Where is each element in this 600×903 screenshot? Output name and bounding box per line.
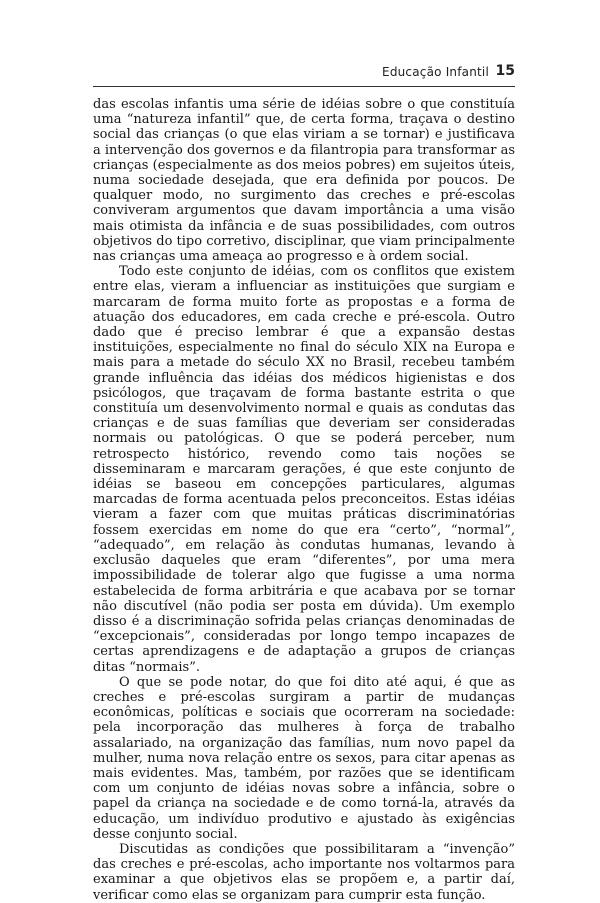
paragraph: O que se pode notar, do que foi dito até aqui, é que as creches e pré-escolas surgiram a partir de mudanças econômicas, políticas e sociais que ocorreram na sociedade: pela incorporação das mulheres à força de trabalho assalariado, na organização das famílias, num novo papel da mulher, numa nova relação entre os sexos, para citar apenas as mais evidentes. Mas, também, por razões que se identificam com um conjunto de idéias novas sobre a infância, sobre o papel da criança na sociedade e de como torná-la, através da educação, um indivíduo produtivo e ajustado às exigências desse conjunto social. — [93, 674, 515, 842]
paragraph: Todo este conjunto de idéias, com os conflitos que existem entre elas, vieram a influenciar as instituições que surgiam e marcaram de forma muito forte as propostas e a forma de atuação dos educadores, em cada creche e pré-escola. Outro dado que é preciso lembrar é que a expansão destas instituições, especialmente no final do século XIX na Europa e mais para a metade do século XX no Brasil, recebeu também grande influência das idéias dos médicos higienistas e dos psicólogos, que traçavam de forma bastante estrita o que constituía um desenvolvimento normal e quais as condutas das crianças e de suas famílias que deveriam ser consideradas normais ou patológicas. O que se poderá perceber, num retrospecto histórico, revendo como tais noções se disseminaram e marcaram gerações, é que este conjunto de idéias se baseou em concepções particulares, algumas marcadas de forma acentuada pelos preconceitos. Estas idéias vieram a fazer com que muitas práticas discriminatórias fossem exercidas em nome do que era “certo”, “normal”, “adequado”, em relação às condutas humanas, levando à exclusão daqueles que eram “diferentes”, por uma mera impossibilidade de tolerar algo que fugisse a uma norma estabelecida de forma arbitrária e que acabava por se tornar não discutível (não podia ser posta em dúvida). Um exemplo disso é a discriminação sofrida pelas crianças denominadas de “excepcionais”, consideradas por longo tempo incapazes de certas aprendizagens e de adaptação a grupos de crianças ditas “normais”. — [93, 264, 515, 675]
page-number: 15 — [495, 63, 515, 79]
header-rule — [93, 86, 515, 87]
paragraph: Discutidas as condições que possibilitaram a “invenção” das creches e pré-escolas, acho importante nos voltarmos para examinar a que objetivos elas se propõem e, a partir daí, verificar como elas se organizam para cumprir esta função. — [93, 841, 515, 903]
running-title: Educação Infantil — [382, 65, 489, 79]
paragraph: das escolas infantis uma série de idéias sobre o que constituía uma “natureza infantil” que, de certa forma, traçava o destino social das crianças (o que elas viriam a se tornar) e justificava a intervenção dos governos e da filantropia para transformar as crianças (especialmente as dos meios pobres) em sujeitos úteis, numa sociedade desejada, que era definida por poucos. De qualquer modo, no surgimento das creches e pré-escolas conviveram argumentos que davam importância a uma visão mais otimista da infância e de suas possibilidades, com outros objetivos do tipo corretivo, disciplinar, que viam principalmente nas crianças uma ameaça ao progresso e à ordem social. — [93, 97, 516, 265]
running-header — [93, 63, 515, 83]
body-text — [93, 97, 515, 903]
